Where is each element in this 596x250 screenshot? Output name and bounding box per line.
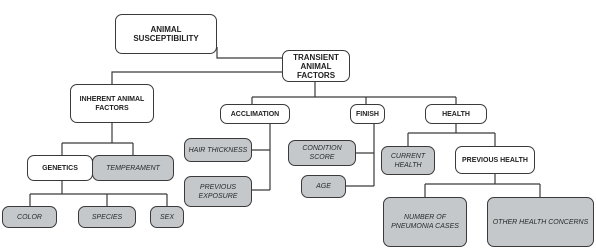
node-temperament <box>92 155 174 181</box>
node-previous-exposure <box>184 176 252 207</box>
node-previous-exposure-label: PREVIOUS EXPOSURE <box>198 183 238 200</box>
node-animal-susceptibility <box>115 14 217 54</box>
node-animal-susceptibility-label: ANIMAL SUSCEPTIBILITY <box>133 25 199 43</box>
node-inherent-animal-factors-label: INHERENT ANIMAL FACTORS <box>79 95 145 112</box>
node-age-label: AGE <box>316 183 331 190</box>
node-health-label: HEALTH <box>442 110 470 118</box>
node-other-health-concerns-label: OTHER HEALTH CONCERNS <box>492 218 589 226</box>
node-color <box>2 206 57 228</box>
node-previous-health <box>455 146 535 174</box>
node-finish-label: FINISH <box>356 110 379 118</box>
node-acclimation-label: ACCLIMATION <box>230 110 280 118</box>
node-hair-thickness-label: HAIR THICKNESS <box>188 146 248 154</box>
node-hair-thickness <box>184 138 252 162</box>
node-health <box>425 104 487 124</box>
node-color-label: COLOR <box>17 213 42 221</box>
node-sex <box>150 206 184 228</box>
node-finish <box>350 104 385 124</box>
node-temperament-label: TEMPERAMENT <box>106 164 160 172</box>
node-number-of-pneumonia-cases-label: NUMBER OF PNEUMONIA CASES <box>391 214 459 230</box>
node-condition-score-label: CONDITION SCORE <box>302 145 342 161</box>
node-acclimation <box>220 104 290 124</box>
node-other-health-concerns <box>487 197 594 247</box>
node-age <box>301 175 346 198</box>
connector-transient-inherent <box>112 72 282 84</box>
connector-susceptibility-transient <box>217 47 282 58</box>
node-number-of-pneumonia-cases <box>383 197 467 247</box>
node-genetics <box>27 155 93 181</box>
node-previous-health-label: PREVIOUS HEALTH <box>462 156 528 164</box>
node-species <box>78 206 136 228</box>
node-transient-animal-factors-label: TRANSIENT ANIMAL FACTORS <box>293 52 339 80</box>
node-current-health-label: CURRENT HEALTH <box>390 152 426 169</box>
node-species-label: SPECIES <box>91 213 123 221</box>
node-transient-animal-factors <box>282 50 350 82</box>
node-inherent-animal-factors <box>70 84 154 123</box>
node-genetics-label: GENETICS <box>42 164 78 172</box>
node-sex-label: SEX <box>159 213 174 221</box>
node-current-health <box>381 146 435 175</box>
node-condition-score <box>288 140 356 166</box>
